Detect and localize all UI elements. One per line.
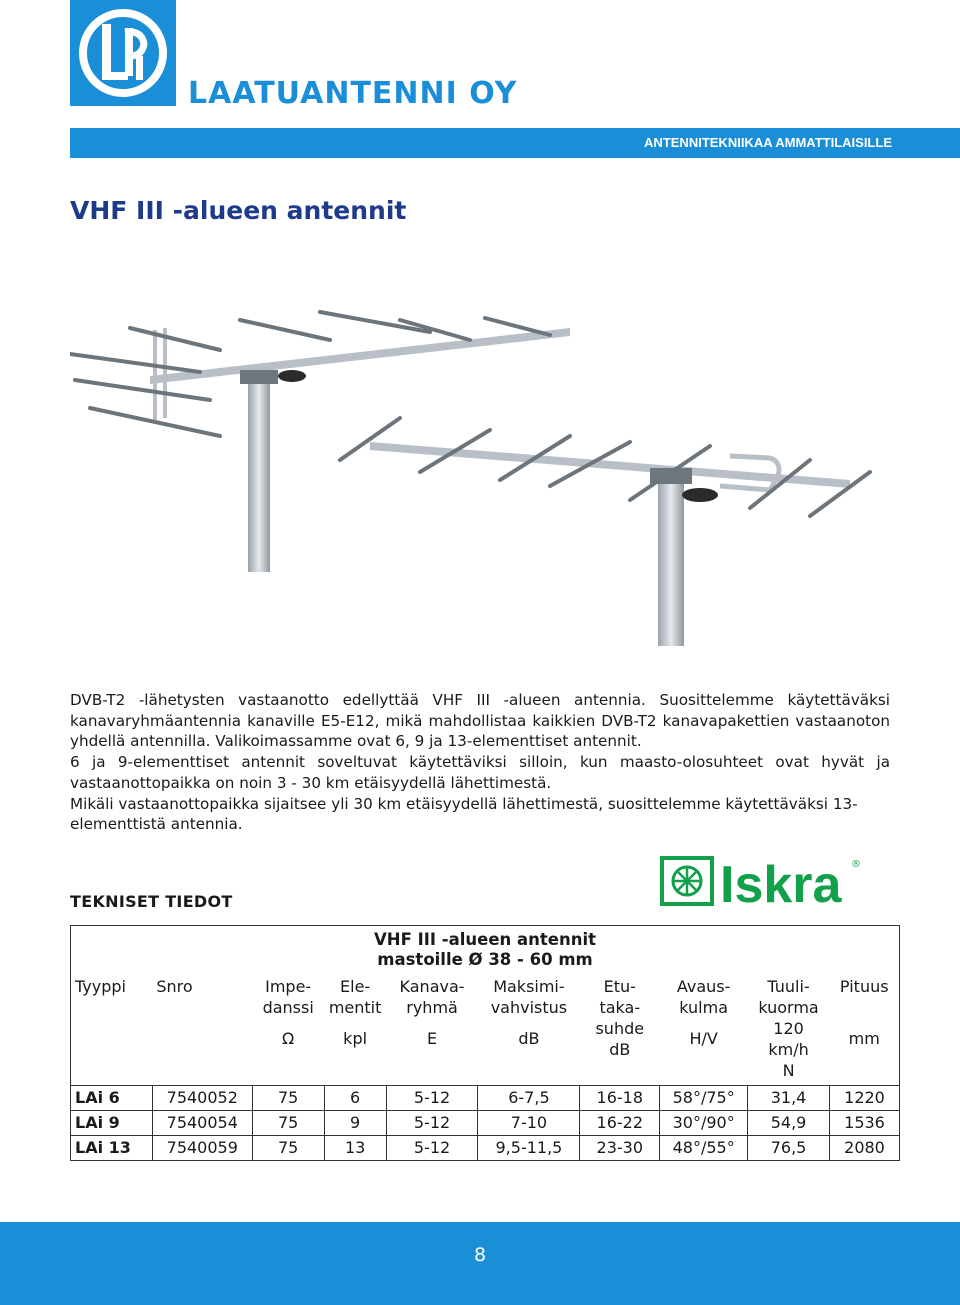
header-unit: E	[426, 1029, 438, 1048]
table-header-row	[71, 970, 900, 1086]
table-cell: 48°/55°	[660, 1136, 748, 1161]
header-label: Kanava- ryhmä	[399, 977, 465, 1017]
table-cell: 1536	[830, 1111, 900, 1136]
paragraph: 6 ja 9-elementtiset antennit soveltuvat käytettäviksi silloin, kun maasto-olosuhteet ovat hyvät ja vastaanottopaikka on noin 3 - 30 km etäisyydellä lähettimestä.	[70, 753, 890, 792]
column-header	[252, 970, 324, 1086]
iskra-logo-text: Iskra	[720, 856, 842, 908]
header-unit: mm	[848, 1029, 880, 1048]
header-label: Tuuli- kuorma 120	[758, 977, 819, 1038]
table-cell: 75	[252, 1086, 324, 1111]
table-cell: 23-30	[580, 1136, 660, 1161]
table-row	[71, 1136, 900, 1161]
lr-monogram-logo-icon	[70, 0, 176, 106]
column-header	[386, 970, 478, 1086]
header-label: Maksimi- vahvistus	[490, 977, 568, 1017]
header-label: Impe- danssi	[262, 977, 314, 1017]
paragraph: DVB-T2 -lähetysten vastaanotto edellyttää VHF III -alueen antennia. Suosittelemme käytettäväksi kanavaryhmäantennia kanaville E5-E12, mikä mahdollistaa kaikkien DVB-T2 kanavapakettien vastaanoton yhdellä antennilla. Valikoimassamme ovat 6, 9 ja 13-elementtiset antennit.	[70, 691, 890, 751]
table-cell: 7-10	[478, 1111, 580, 1136]
table-cell: 7540052	[152, 1086, 252, 1111]
table-cell: 9,5-11,5	[478, 1136, 580, 1161]
table-cell: LAi 6	[71, 1086, 153, 1111]
section-title: TEKNISET TIEDOT	[70, 892, 233, 911]
tagline: ANTENNITEKNIIKAA AMMATTILAISILLE	[644, 135, 892, 150]
page-number: 8	[473, 1244, 487, 1266]
table-caption	[71, 926, 900, 971]
table-cell: 58°/75°	[660, 1086, 748, 1111]
table-cell: 13	[324, 1136, 386, 1161]
intro-text	[70, 690, 890, 835]
caption-line: mastoille Ø 38 - 60 mm	[377, 950, 593, 969]
table-cell: 5-12	[386, 1086, 478, 1111]
table-cell: 31,4	[748, 1086, 830, 1111]
table-cell: LAi 9	[71, 1111, 153, 1136]
table-row	[71, 1086, 900, 1111]
table-cell: 75	[252, 1136, 324, 1161]
table-cell: 54,9	[748, 1111, 830, 1136]
table-cell: 6-7,5	[478, 1086, 580, 1111]
table-cell: 16-22	[580, 1111, 660, 1136]
iskra-logo	[660, 856, 865, 908]
column-header	[748, 970, 830, 1086]
header-label: Ele- mentit	[328, 977, 382, 1017]
column-header	[580, 970, 660, 1086]
registered-mark: ®	[851, 859, 861, 870]
header-label: Snro	[156, 977, 193, 996]
header-label: Etu- taka- suhde	[595, 977, 645, 1038]
column-header	[830, 970, 900, 1086]
header-label: Tyyppi	[75, 977, 126, 996]
column-header	[660, 970, 748, 1086]
table-cell: LAi 13	[71, 1136, 153, 1161]
table-cell: 16-18	[580, 1086, 660, 1111]
table-cell: 5-12	[386, 1111, 478, 1136]
spec-table	[70, 925, 900, 1161]
column-header	[71, 970, 153, 1086]
table-cell: 75	[252, 1111, 324, 1136]
caption-line: VHF III -alueen antennit	[373, 930, 596, 949]
header-unit: dB	[518, 1029, 540, 1048]
header-bar	[70, 128, 960, 158]
table-cell: 30°/90°	[660, 1111, 748, 1136]
company-logo	[70, 0, 176, 106]
header-unit: km/h N	[768, 1040, 809, 1080]
header-unit: dB	[609, 1040, 631, 1059]
table-cell: 7540059	[152, 1136, 252, 1161]
table-cell: 2080	[830, 1136, 900, 1161]
table-row	[71, 1111, 900, 1136]
header-unit: kpl	[343, 1029, 368, 1048]
column-header	[478, 970, 580, 1086]
table-cell: 9	[324, 1111, 386, 1136]
paragraph: Mikäli vastaanottopaikka sijaitsee yli 30 km etäisyydellä lähettimestä, suosittelemme käytettäväksi 13-elementtistä antennia.	[70, 794, 858, 834]
brand-name: LAATUANTENNI OY	[188, 76, 518, 111]
header-unit: H/V	[689, 1029, 718, 1048]
antenna-product-photo	[70, 290, 910, 650]
header-label: Avaus- kulma	[676, 977, 731, 1017]
table-cell: 7540054	[152, 1111, 252, 1136]
table-cell: 76,5	[748, 1136, 830, 1161]
page-title: VHF III -alueen antennit	[70, 196, 407, 225]
header-label: Pituus	[839, 977, 889, 996]
table-cell: 1220	[830, 1086, 900, 1111]
column-header	[152, 970, 252, 1086]
table-cell: 5-12	[386, 1136, 478, 1161]
column-header	[324, 970, 386, 1086]
footer-bar	[0, 1222, 960, 1305]
table-cell: 6	[324, 1086, 386, 1111]
header-unit: Ω	[282, 1029, 295, 1048]
